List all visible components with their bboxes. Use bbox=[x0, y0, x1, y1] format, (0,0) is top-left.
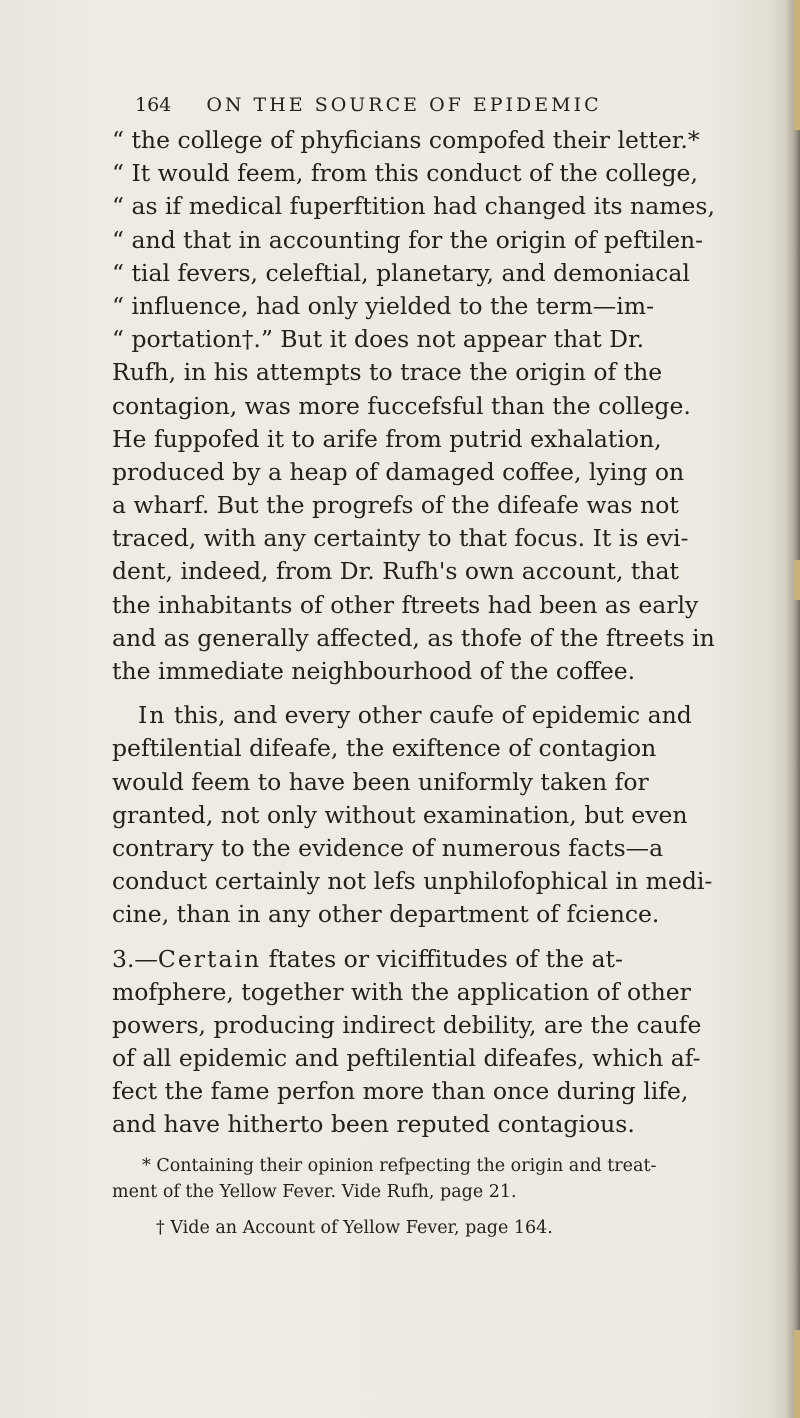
page-edge-shadow bbox=[786, 0, 800, 1418]
paragraph-lead-word: In bbox=[138, 701, 167, 730]
text-line: mofphere, together with the application of other bbox=[112, 977, 691, 1006]
text-line: “ tial fevers, celeftial, planetary, and demoniacal bbox=[112, 258, 690, 287]
text-line: “ as if medical fuperftition had changed its names, bbox=[112, 192, 715, 221]
text-line bbox=[112, 699, 788, 732]
text-line: He fuppofed it to arife from putrid exhalation, bbox=[112, 424, 662, 453]
text-line bbox=[112, 943, 788, 976]
running-title: ON THE SOURCE OF EPIDEMIC bbox=[206, 94, 602, 116]
text-span: ftates or viciffitudes of the at- bbox=[268, 944, 623, 973]
footnotes bbox=[112, 1153, 788, 1241]
text-line: “ It would feem, from this conduct of the college, bbox=[112, 159, 698, 188]
text-line: Rufh, in his attempts to trace the origin of the bbox=[112, 358, 663, 387]
text-line: “ the college of phyficians compofed their letter.* bbox=[112, 126, 700, 154]
text-line: produced by a heap of damaged coffee, lying on bbox=[112, 457, 685, 486]
text-line: contagion, was more fuccefsful than the college. bbox=[112, 391, 691, 420]
text-line: “ influence, had only yielded to the term—im- bbox=[112, 291, 655, 320]
text-line: dent, indeed, from Dr. Rufh's own account, that bbox=[112, 557, 679, 586]
body-text bbox=[112, 124, 788, 1241]
paragraph-1 bbox=[112, 124, 788, 688]
page-edge-gilt-mid bbox=[794, 560, 800, 600]
text-line: would feem to have been uniformly taken for bbox=[112, 767, 649, 796]
footnote-dagger: † Vide an Account of Yellow Fever, page 164. bbox=[156, 1217, 553, 1238]
text-line: the inhabitants of other ftreets had been as early bbox=[112, 590, 699, 619]
text-line: granted, not only without examination, but even bbox=[112, 800, 688, 829]
text-span: this, and every other caufe of epidemic and bbox=[173, 701, 692, 730]
text-line: “ portation†.” But it does not appear that Dr. bbox=[112, 325, 645, 354]
text-line: conduct certainly not lefs unphilofophical in medi- bbox=[112, 867, 713, 896]
text-line: powers, producing indirect debility, are the caufe bbox=[112, 1010, 702, 1039]
page-number: 164 bbox=[135, 94, 172, 116]
text-line: contrary to the evidence of numerous facts—a bbox=[112, 833, 664, 862]
text-line: of all epidemic and peftilential difeafes, which af- bbox=[112, 1044, 701, 1073]
text-line: cine, than in any other department of fcience. bbox=[112, 900, 660, 929]
page-edge-gilt-top bbox=[794, 0, 800, 130]
text-line: peftilential difeafe, the exiftence of contagion bbox=[112, 734, 657, 763]
running-header bbox=[135, 94, 735, 116]
paragraph-lead-word: Certain bbox=[157, 944, 262, 973]
text-line: and as generally affected, as thofe of the ftreets in bbox=[112, 623, 715, 652]
text-line: traced, with any certainty to that focus. It is evi- bbox=[112, 524, 689, 553]
page-edge-gilt-bottom bbox=[794, 1330, 800, 1418]
paragraph-2 bbox=[112, 699, 788, 931]
text-line: and have hitherto been reputed contagious. bbox=[112, 1110, 635, 1139]
text-line: the immediate neighbourhood of the coffee. bbox=[112, 657, 636, 685]
text-line: “ and that in accounting for the origin of peftilen- bbox=[112, 225, 704, 254]
text-line: a wharf. But the progrefs of the difeafe was not bbox=[112, 491, 679, 520]
text-line: fect the fame perfon more than once during life, bbox=[112, 1077, 689, 1106]
paragraph-3 bbox=[112, 943, 788, 1142]
footnote-star-line: * Containing their opinion refpecting the origin and treat- bbox=[142, 1155, 657, 1176]
footnote-star-line: ment of the Yellow Fever. Vide Rufh, page 21. bbox=[112, 1181, 517, 1202]
section-number: 3.— bbox=[112, 944, 158, 973]
